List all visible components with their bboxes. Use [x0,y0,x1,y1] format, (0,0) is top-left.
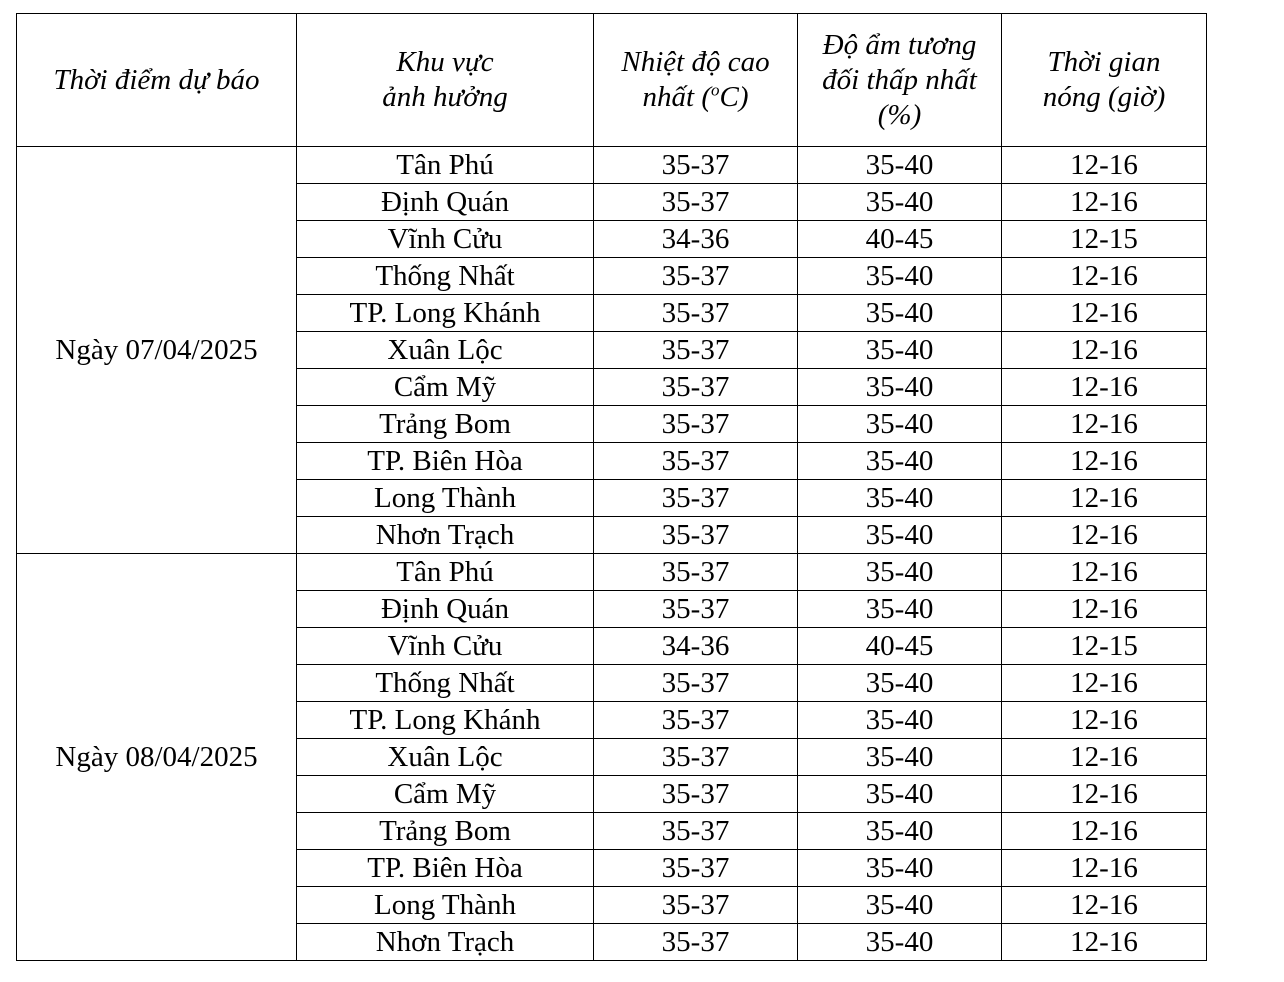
header-degree-superscript: o [710,80,720,100]
min-humidity-cell: 35-40 [798,295,1002,332]
max-temperature-cell: 35-37 [594,406,798,443]
min-humidity-cell: 35-40 [798,443,1002,480]
hot-duration-cell: 12-16 [1002,295,1207,332]
min-humidity-cell: 35-40 [798,702,1002,739]
max-temperature-cell: 35-37 [594,850,798,887]
min-humidity-cell: 35-40 [798,184,1002,221]
min-humidity-cell: 35-40 [798,924,1002,961]
area-cell: Xuân Lộc [297,332,594,369]
max-temperature-cell: 35-37 [594,739,798,776]
area-cell: Trảng Bom [297,406,594,443]
area-cell: Vĩnh Cửu [297,221,594,258]
area-cell: Nhơn Trạch [297,517,594,554]
hot-duration-cell: 12-16 [1002,850,1207,887]
header-hot-duration-line2: nóng (giờ) [1042,81,1166,113]
min-humidity-cell: 35-40 [798,887,1002,924]
max-temperature-cell: 35-37 [594,295,798,332]
min-humidity-cell: 35-40 [798,739,1002,776]
max-temperature-cell: 35-37 [594,554,798,591]
max-temperature-cell: 35-37 [594,443,798,480]
hot-duration-cell: 12-16 [1002,924,1207,961]
hot-duration-cell: 12-16 [1002,554,1207,591]
min-humidity-cell: 35-40 [798,147,1002,184]
table-row [17,147,1207,184]
min-humidity-cell: 35-40 [798,554,1002,591]
header-hot-duration-line1: Thời gian [1047,46,1161,78]
table-body [17,147,1207,961]
min-humidity-cell: 35-40 [798,369,1002,406]
header-affected-area-line2: ảnh hưởng [382,81,508,113]
hot-duration-cell: 12-15 [1002,221,1207,258]
area-cell: TP. Long Khánh [297,295,594,332]
area-cell: Tân Phú [297,147,594,184]
min-humidity-cell: 35-40 [798,406,1002,443]
area-cell: Định Quán [297,591,594,628]
hot-duration-cell: 12-16 [1002,480,1207,517]
hot-duration-cell: 12-16 [1002,739,1207,776]
hot-duration-cell: 12-16 [1002,369,1207,406]
hot-duration-cell: 12-16 [1002,147,1207,184]
header-forecast-time-label: Thời điểm dự báo [53,63,260,96]
table-header [17,14,1207,147]
area-cell: Định Quán [297,184,594,221]
area-cell: Trảng Bom [297,813,594,850]
header-min-humidity-line2: đối thấp nhất [822,63,977,96]
min-humidity-cell: 35-40 [798,665,1002,702]
max-temperature-cell: 35-37 [594,591,798,628]
min-humidity-cell: 40-45 [798,221,1002,258]
max-temperature-cell: 34-36 [594,628,798,665]
area-cell: Thống Nhất [297,665,594,702]
area-cell: Vĩnh Cửu [297,628,594,665]
header-max-temperature-prefix: nhất ( [642,81,711,113]
hot-duration-cell: 12-16 [1002,184,1207,221]
forecast-date-cell: Ngày 08/04/2025 [17,554,297,961]
hot-duration-cell: 12-16 [1002,813,1207,850]
hot-duration-cell: 12-16 [1002,406,1207,443]
min-humidity-cell: 35-40 [798,332,1002,369]
hot-duration-cell: 12-16 [1002,443,1207,480]
header-row [17,14,1207,147]
header-forecast-time [17,14,297,147]
max-temperature-cell: 35-37 [594,887,798,924]
max-temperature-cell: 35-37 [594,813,798,850]
max-temperature-cell: 35-37 [594,924,798,961]
max-temperature-cell: 35-37 [594,147,798,184]
max-temperature-cell: 35-37 [594,369,798,406]
min-humidity-cell: 35-40 [798,776,1002,813]
hot-duration-cell: 12-16 [1002,517,1207,554]
min-humidity-cell: 35-40 [798,480,1002,517]
max-temperature-cell: 35-37 [594,665,798,702]
max-temperature-cell: 35-37 [594,517,798,554]
min-humidity-cell: 35-40 [798,850,1002,887]
header-min-humidity-line1: Độ ẩm tương [822,28,977,61]
header-max-temperature-line2 [594,80,797,115]
area-cell: Nhơn Trạch [297,924,594,961]
max-temperature-cell: 35-37 [594,184,798,221]
hot-duration-cell: 12-15 [1002,628,1207,665]
area-cell: TP. Biên Hòa [297,850,594,887]
header-min-humidity [798,14,1002,147]
header-affected-area [297,14,594,147]
hot-duration-cell: 12-16 [1002,258,1207,295]
header-affected-area-line1: Khu vực [396,46,494,78]
hot-duration-cell: 12-16 [1002,887,1207,924]
header-min-humidity-line3: (%) [877,98,922,131]
area-cell: Xuân Lộc [297,739,594,776]
min-humidity-cell: 35-40 [798,813,1002,850]
area-cell: Cẩm Mỹ [297,776,594,813]
area-cell: Long Thành [297,480,594,517]
min-humidity-cell: 35-40 [798,591,1002,628]
min-humidity-cell: 35-40 [798,517,1002,554]
heat-forecast-table [16,13,1207,961]
table-row [17,554,1207,591]
min-humidity-cell: 40-45 [798,628,1002,665]
area-cell: TP. Long Khánh [297,702,594,739]
area-cell: Tân Phú [297,554,594,591]
header-hot-duration [1002,14,1207,147]
header-max-temperature [594,14,798,147]
min-humidity-cell: 35-40 [798,258,1002,295]
hot-duration-cell: 12-16 [1002,776,1207,813]
area-cell: TP. Biên Hòa [297,443,594,480]
header-max-temperature-suffix: C) [719,81,749,113]
area-cell: Cẩm Mỹ [297,369,594,406]
max-temperature-cell: 35-37 [594,480,798,517]
hot-duration-cell: 12-16 [1002,332,1207,369]
max-temperature-cell: 35-37 [594,332,798,369]
max-temperature-cell: 35-37 [594,702,798,739]
area-cell: Long Thành [297,887,594,924]
max-temperature-cell: 35-37 [594,258,798,295]
forecast-date-cell: Ngày 07/04/2025 [17,147,297,554]
max-temperature-cell: 34-36 [594,221,798,258]
max-temperature-cell: 35-37 [594,776,798,813]
hot-duration-cell: 12-16 [1002,665,1207,702]
hot-duration-cell: 12-16 [1002,702,1207,739]
header-max-temperature-line1: Nhiệt độ cao [621,46,770,78]
area-cell: Thống Nhất [297,258,594,295]
hot-duration-cell: 12-16 [1002,591,1207,628]
